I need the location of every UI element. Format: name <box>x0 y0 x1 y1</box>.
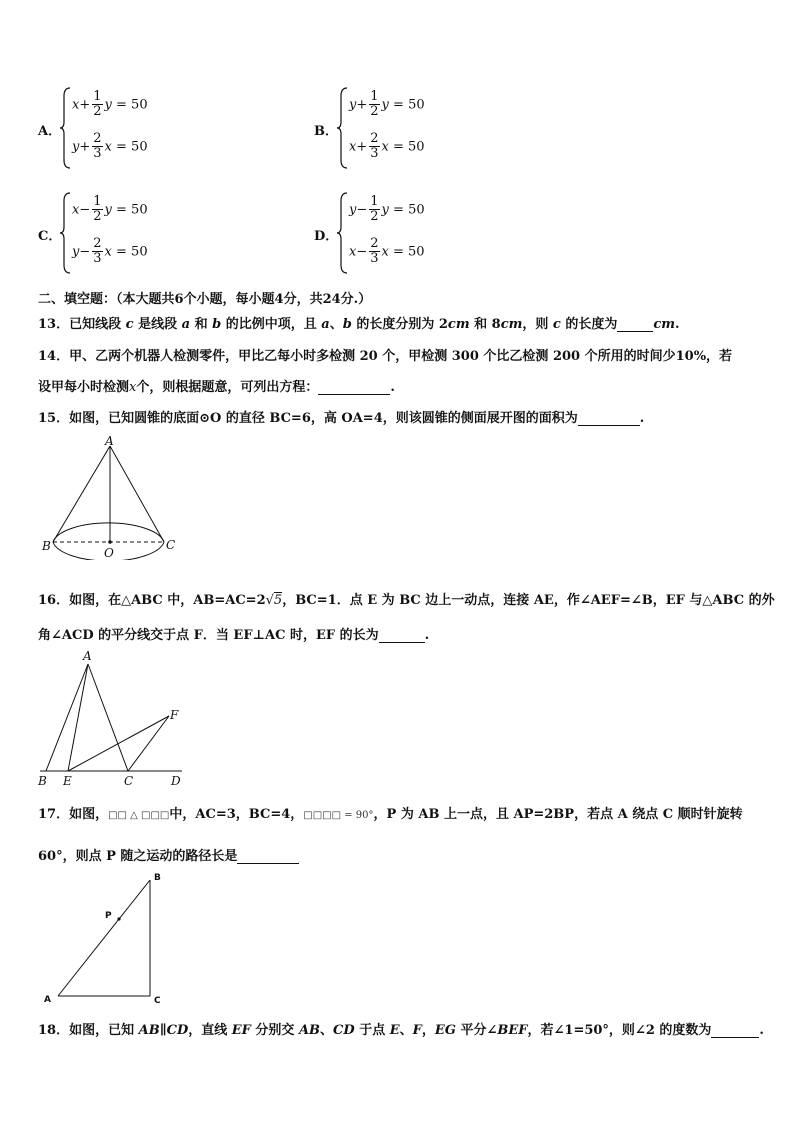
label-e: E <box>63 774 72 788</box>
option-b-system <box>337 86 477 170</box>
label-p: P <box>105 911 112 921</box>
answer-blank[interactable] <box>318 379 390 395</box>
label-a: A <box>105 434 114 448</box>
segment-cf <box>128 716 169 771</box>
equation-2: x− $\frac{2}{3}$ x = 50 <box>349 236 425 267</box>
question-17-line-2: 60°，则点 P 随之运动的路径长是 <box>38 845 299 864</box>
answer-blank[interactable] <box>578 410 640 426</box>
answer-blank[interactable] <box>711 1022 759 1038</box>
label-c: C <box>154 996 161 1006</box>
segment-ae <box>68 664 88 771</box>
label-c: C <box>166 538 176 552</box>
answer-blank[interactable] <box>379 627 425 643</box>
option-c-system <box>60 191 200 275</box>
right-triangle-figure-17 <box>36 868 176 1010</box>
label-a: A <box>44 995 51 1005</box>
label-c: C <box>124 774 134 788</box>
label-d: D <box>171 774 181 788</box>
segment-ab <box>46 664 88 771</box>
question-16-line-1: 16．如图，在△ABC 中，AB=AC=2√5，BC=1．点 E 为 BC 边上一动点，连接 AE，作∠AEF=∠B，EF 与△ABC 的外 <box>38 593 775 608</box>
base-ellipse-top <box>53 523 164 542</box>
option-a-system <box>60 86 200 170</box>
equation-1: y− $\frac{1}{2}$ y = 50 <box>349 194 425 225</box>
equation-2: y+ $\frac{2}{3}$ x = 50 <box>72 131 148 162</box>
question-18: 18．如图，已知 AB∥CD，直线 EF 分别交 AB、CD 于点 E、F，EG 平分∠BEF，若∠1=50°，则∠2 的度数为 . <box>38 1023 764 1038</box>
answer-blank[interactable] <box>617 316 653 332</box>
brace-icon <box>60 191 72 275</box>
brace-icon <box>337 86 349 170</box>
cone-figure <box>38 432 178 560</box>
brace-icon <box>337 191 349 275</box>
label-o: O <box>104 546 114 560</box>
segment-ac <box>88 664 128 771</box>
question-16-line-2: 角∠ACD 的平分线交于点 F．当 EF⊥AC 时，EF 的长为 . <box>38 628 430 643</box>
point-p <box>117 917 120 920</box>
label-b: B <box>42 539 51 553</box>
equation-2: x+ $\frac{2}{3}$ x = 50 <box>349 131 425 162</box>
garbled-glyphs: □□ △ □□□ <box>108 810 170 821</box>
brace-icon <box>60 86 72 170</box>
answer-blank[interactable] <box>237 848 299 864</box>
triangle-figure-16 <box>36 646 186 790</box>
label-a: A <box>83 649 92 663</box>
equation-1: x+ $\frac{1}{2}$ y = 50 <box>72 89 148 120</box>
label-b: B <box>38 774 47 788</box>
option-c-letter: C． <box>38 229 62 244</box>
equation-2: y− $\frac{2}{3}$ x = 50 <box>72 236 148 267</box>
question-13: 13．已知线段 c 是线段 a 和 b 的比例中项，且 a、b 的长度分别为 2cm 和 8cm，则 c 的长度为 cm. <box>38 317 680 332</box>
option-a-letter: A． <box>38 124 62 139</box>
center-point-o <box>108 540 112 544</box>
question-14-line-2: 设甲每小时检测x个，则根据题意，可列出方程： . <box>38 380 395 395</box>
segment-ab <box>58 880 150 996</box>
garbled-glyphs: □□□□ = 90° <box>303 810 374 821</box>
cone-side-left <box>53 446 110 542</box>
question-14-line-1: 14．甲、乙两个机器人检测零件，甲比乙每小时多检测 20 个，甲检测 300 个比乙检测 200 个所用的时间少10%，若 <box>38 349 733 364</box>
equation-1: x− $\frac{1}{2}$ y = 50 <box>72 194 148 225</box>
option-d-system <box>337 191 477 275</box>
equation-1: y+ $\frac{1}{2}$ y = 50 <box>349 89 425 120</box>
label-f: F <box>170 708 179 722</box>
question-15: 15．如图，已知圆锥的底面⊙O 的直径 BC=6，高 OA=4，则该圆锥的侧面展开图的面积为 . <box>38 411 645 426</box>
label-b: B <box>154 873 161 883</box>
question-17-line-1: 17．如图，□□ △ □□□中，AC=3，BC=4，□□□□ = 90°，P 为 AB 上一点，且 AP=2BP，若点 A 绕点 C 顺时针旋转 <box>38 807 743 822</box>
cone-side-right <box>110 446 164 542</box>
option-b-letter: B． <box>314 124 338 139</box>
segment-ef <box>68 716 169 771</box>
option-d-letter: D． <box>314 229 339 244</box>
section-title: 二、填空题：（本大题共6个小题，每小题4分，共24分.） <box>38 292 372 307</box>
